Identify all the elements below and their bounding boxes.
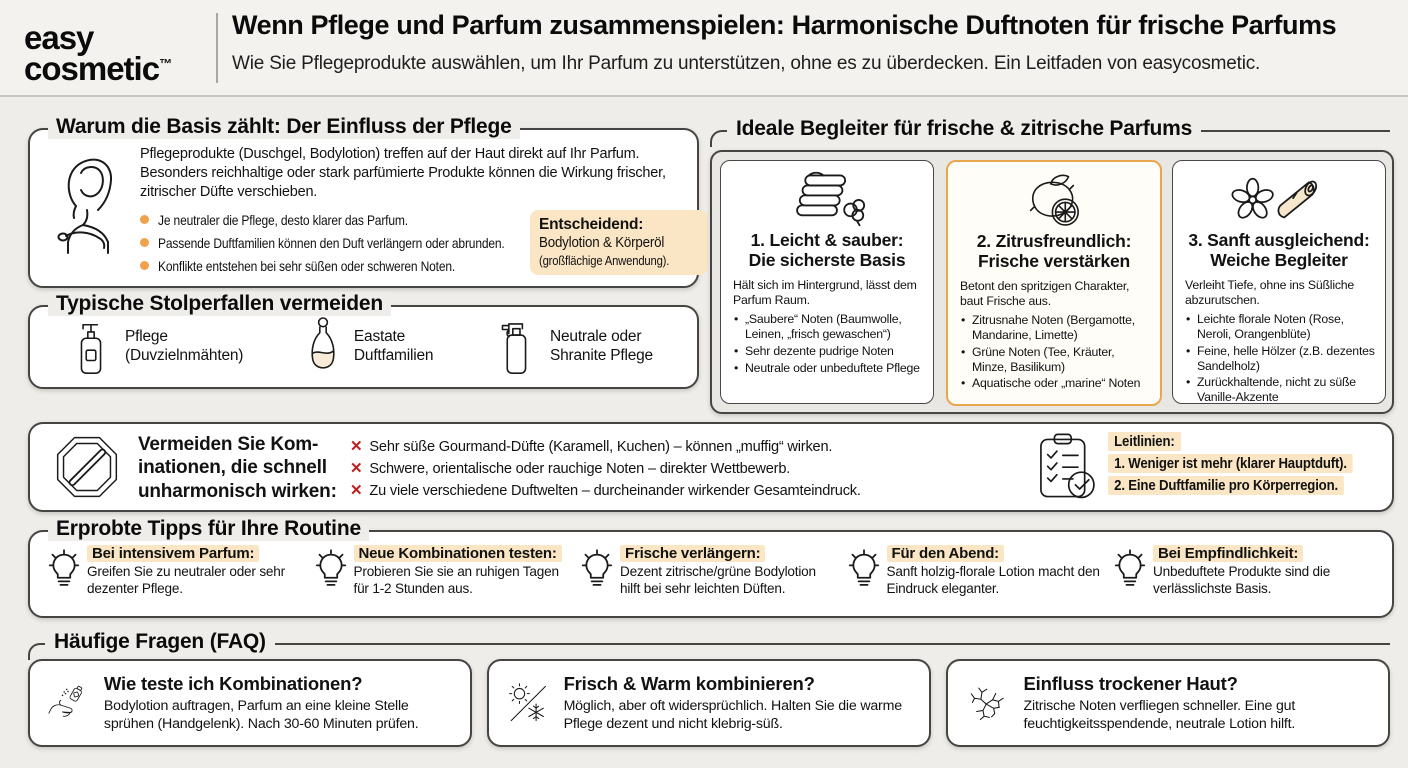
page-subtitle: Wie Sie Pflegeprodukte auswählen, um Ihr Parfum zu unterstützen, ohne es zu überdecken. Ein Leitfaden von easycosmetic.: [232, 53, 1261, 74]
key-highlight-box: [530, 210, 708, 275]
tip-body: Greifen Sie zu neutraler oder sehr dezenter Pflege.: [87, 564, 285, 596]
faq-text: [104, 673, 458, 734]
tip-text: [1153, 545, 1369, 597]
faq-row: [28, 659, 1390, 747]
tip-body: Sanft holzig-florale Lotion macht den Eindruck eleganter.: [886, 564, 1100, 596]
tip-body: Dezent zitrische/grüne Bodylotion hilft bei sehr leichten Düften.: [620, 564, 816, 596]
pitfall-label: Eastate Duftfamilien: [353, 328, 434, 364]
card-icon-wrap: [1173, 170, 1385, 228]
card-icon-wrap: [948, 171, 1160, 229]
guidelines-row: 1. Weniger ist mehr (klarer Hauptduft).: [1108, 454, 1386, 473]
highlight-label: Entscheidend:: [539, 216, 644, 233]
tip-item: [581, 545, 841, 597]
card-body: Hält sich im Hintergrund, lässt dem Parfum Raum. • „Saubere“ Noten (Baumwolle, Leinen, „frisch gewaschen“) • Sehr dezente pudrige Noten • Neutrale oder unbeduftete Pflege: [721, 271, 933, 376]
prohibition-icon: [54, 434, 120, 500]
highlight-line1: Bodylotion & Körperöl: [539, 235, 665, 251]
tip-text: [620, 545, 836, 597]
guidelines-title-row: Leitlinien:: [1108, 432, 1386, 451]
tip-title: Bei intensivem Parfum:: [87, 545, 259, 562]
red-x-icon: ✕: [350, 482, 363, 499]
lightbulb-icon: [581, 546, 613, 590]
avoid-item: ✕ Zu viele verschiedene Duftwelten – durcheinander wirkender Gesamteindruck.: [350, 482, 861, 499]
card-title: 3. Sanft ausgleichend: Weiche Begleiter: [1188, 230, 1370, 270]
spray-bottle-icon: [493, 316, 539, 378]
lightbulb-icon: [315, 546, 347, 590]
faq-card-1: [28, 659, 472, 747]
list-item: Konflikte entstehen bei sehr süßen oder schweren Noten.: [140, 257, 561, 274]
lemon-icon: [1008, 171, 1100, 229]
list-item: Passende Duftfamilien können den Duft verlängern oder abrunden.: [140, 234, 561, 251]
header-line-arc: [28, 643, 45, 660]
card-icon-wrap: [721, 170, 933, 228]
tip-title: Für den Abend:: [887, 545, 1004, 562]
orange-dot-icon: [140, 215, 149, 224]
avoid-item: ✕ Sehr süße Gourmand-Düfte (Karamell, Kuchen) – können „muffig“ wirken.: [350, 438, 833, 455]
pitfall-item: [303, 316, 433, 378]
companion-card-1: [720, 160, 934, 404]
faq-question: Frisch & Warm kombinieren?: [563, 672, 815, 694]
curved-bottle-icon: [303, 316, 343, 378]
red-x-icon: ✕: [350, 438, 363, 455]
tip-body: Unbeduftete Produkte sind die verlässlichste Basis.: [1153, 564, 1331, 596]
brand-logo: [24, 19, 173, 88]
tip-item: [1114, 545, 1374, 597]
section-faq-title: Häufige Fragen (FAQ): [54, 630, 266, 653]
section-pitfalls-title: Typische Stolperfallen vermeiden: [48, 292, 391, 316]
cracked-skin-icon: [966, 670, 1009, 736]
card-body: Verleiht Tiefe, ohne ins Süßliche abzurutschen. • Leichte florale Noten (Rose, Neroli, Orangenblüte) • Feine, helle Hölzer (z.B. dezentes Sandelholz) • Zurückhaltende, nicht zu süße Vanille-Akzente: [1173, 271, 1385, 404]
faq-question: Einfluss trockener Haut?: [1023, 672, 1238, 694]
section-tips: [28, 517, 1394, 618]
faq-card-2: [487, 659, 931, 747]
faq-question: Wie teste ich Kombinationen?: [103, 672, 363, 694]
towels-cotton-icon: [779, 170, 875, 228]
header-line-arc: [710, 130, 727, 147]
section-basis: [28, 115, 699, 288]
clipboard-checklist-icon: [1032, 431, 1102, 505]
basis-paragraph: Pflegeprodukte (Duschgel, Bodylotion) treffen auf der Haut direkt auf Ihr Parfum. Besonders reichhaltige oder stark parfümierte Produkte können die Wirkung frischer, zitrischer Düfte verschieben.: [140, 146, 666, 201]
guidelines-box: [1108, 432, 1386, 498]
section-basis-title: Warum die Basis zählt: Der Einfluss der Pflege: [48, 115, 520, 139]
avoid-list: [350, 437, 861, 503]
header: [0, 0, 1408, 97]
pump-bottle-icon: [68, 316, 114, 378]
tip-item: [48, 545, 308, 597]
brand-logo-line1: easy: [24, 19, 94, 56]
flower-log-icon: [1224, 170, 1334, 228]
avoid-heading: Vermeiden Sie Kom- inationen, die schnell unharmonisch wirken:: [138, 434, 337, 502]
companion-card-3: [1172, 160, 1386, 404]
lightbulb-icon: [848, 546, 880, 590]
header-line: [275, 643, 1390, 645]
card-title: 1. Leicht & sauber: Die sicherste Basis: [748, 230, 906, 270]
section-faq-header: [28, 630, 1390, 660]
woman-applying-lotion-icon: [46, 150, 132, 264]
red-x-icon: ✕: [350, 460, 363, 477]
orange-dot-icon: [140, 238, 149, 247]
lightbulb-icon: [48, 546, 80, 590]
tip-title: Bei Empfindlichkeit:: [1153, 545, 1303, 562]
pitfall-label: Pflege (Duvzielnmähten): [125, 328, 244, 364]
section-tips-title: Erprobte Tipps für Ihre Routine: [48, 517, 369, 541]
highlight-line2: (großflächige Anwendung).: [539, 253, 670, 268]
faq-answer: Möglich, aber oft widersprüchlich. Halten Sie die warme Pflege dezent und nicht klebrig-süß.: [563, 697, 902, 732]
tips-row: [30, 532, 1392, 597]
tip-body: Probieren Sie sie an ruhigen Tagen für 1-2 Stunden aus.: [353, 564, 559, 596]
companion-card-2-highlighted: [946, 160, 1162, 406]
faq-answer: Zitrische Noten verfliegen schneller. Eine gut feuchtigkeitsspendende, neutrale Lotion hilft.: [1023, 697, 1296, 732]
pitfall-label: Neutrale oder Shranite Pflege: [549, 328, 653, 364]
avoid-item: ✕ Schwere, orientalische oder rauchige Noten – direkter Wettbewerb.: [350, 460, 791, 477]
pitfall-item: [68, 316, 243, 378]
sun-snowflake-icon: [507, 670, 549, 736]
list-item: Je neutraler die Pflege, desto klarer das Parfum.: [140, 211, 561, 228]
guidelines-row: 2. Eine Duftfamilie pro Körperregion.: [1108, 476, 1386, 495]
orange-dot-icon: [140, 261, 149, 270]
pitfalls-row: [30, 307, 697, 387]
brand-logo-line2: cosmetic™: [24, 50, 173, 88]
section-companions-header: [710, 117, 1390, 147]
basis-bullet-list: [140, 211, 561, 280]
tip-title: Frische verlängern:: [620, 545, 765, 562]
tip-title: Neue Kombinationen testen:: [354, 545, 562, 562]
hand-spray-icon: [48, 670, 89, 736]
section-pitfalls: [28, 292, 699, 389]
section-avoid: [28, 422, 1394, 512]
tip-item: [315, 545, 575, 597]
pitfall-item: [493, 316, 653, 378]
tip-text: [87, 545, 303, 597]
faq-text: [1024, 673, 1376, 734]
header-divider: [216, 13, 218, 83]
header-line: [1201, 130, 1390, 132]
lightbulb-icon: [1114, 546, 1146, 590]
faq-text: [564, 673, 917, 734]
tip-item: [848, 545, 1108, 597]
card-body: Betont den spritzigen Charakter, baut Frische aus. • Zitrusnahe Noten (Bergamotte, Mandarine, Limette) • Grüne Noten (Tee, Kräuter, Minze, Basilikum) • Aquatische oder „marine“ Noten: [948, 272, 1160, 391]
tip-text: [887, 545, 1103, 597]
faq-answer: Bodylotion auftragen, Parfum an eine kleine Stelle sprühen (Handgelenk). Nach 30-60 Minuten prüfen.: [103, 697, 419, 732]
trademark-symbol: ™: [159, 56, 173, 72]
faq-card-3: [946, 659, 1390, 747]
page-title: Wenn Pflege und Parfum zusammenspielen: Harmonische Duftnoten für frische Parfums: [232, 10, 1337, 40]
section-companions-title: Ideale Begleiter für frische & zitrische Parfums: [736, 117, 1193, 140]
companions-panel: [710, 150, 1394, 414]
card-title: 2. Zitrusfreundlich: Frische verstärken: [976, 231, 1132, 271]
tip-text: [354, 545, 570, 597]
